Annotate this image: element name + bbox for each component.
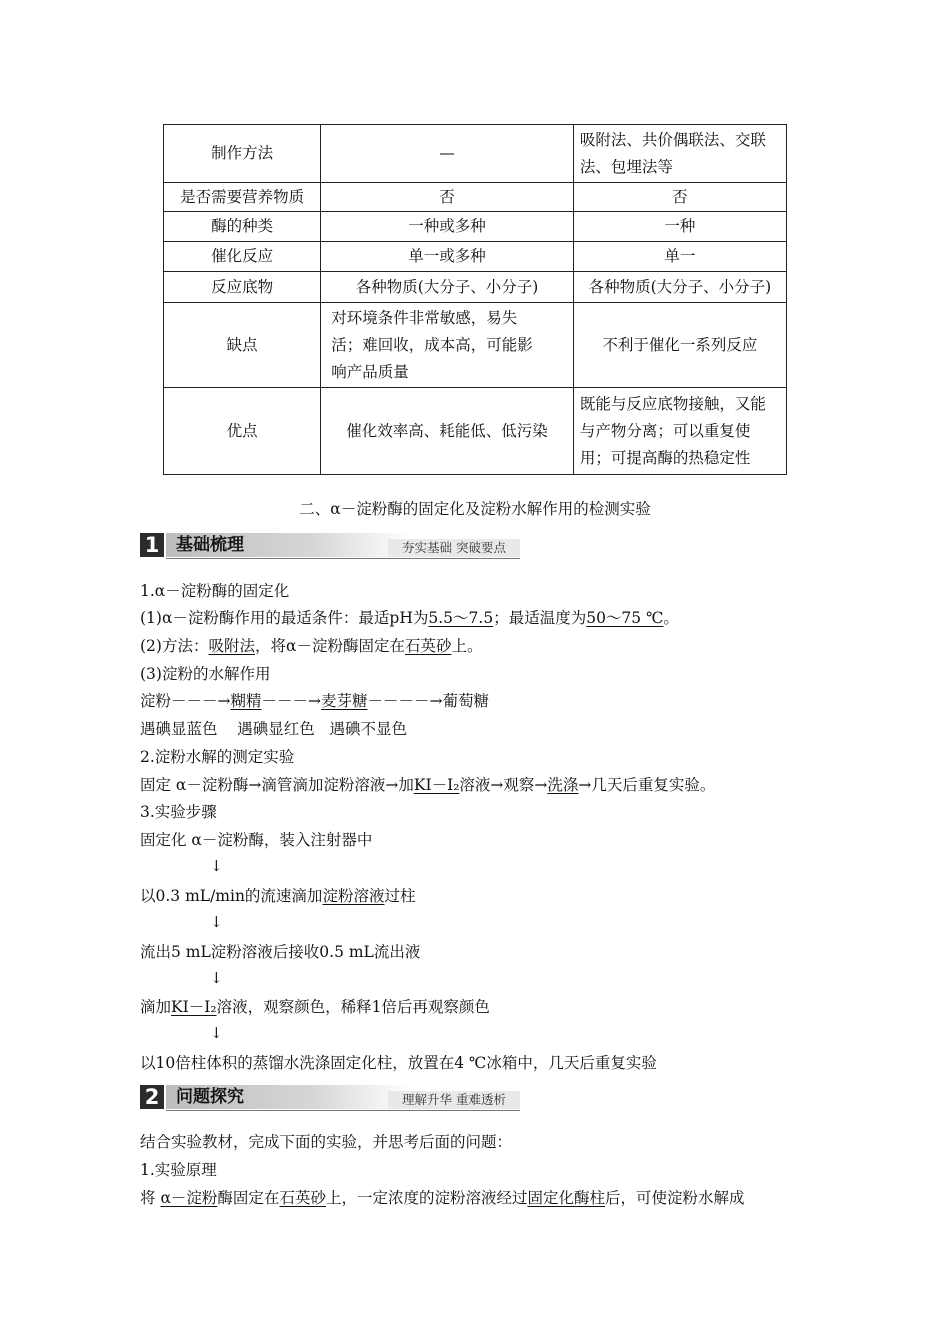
table-cell: 酶的种类 <box>164 212 321 242</box>
table-cell: 既能与反应底物接触，又能与产物分离；可以重复使用；可提高酶的热稳定性 <box>573 388 786 475</box>
banner-title: 问题探究 <box>176 1087 244 1107</box>
table-cell: — <box>321 125 574 183</box>
table-cell: 反应底物 <box>164 272 321 303</box>
banner-number: 2 <box>140 1085 164 1109</box>
section-banner-explore <box>140 1085 520 1109</box>
blank-answer: 糊精 <box>230 692 262 710</box>
paragraph-principle: 将 α－淀粉酶固定在石英砂上，一定浓度的淀粉溶液经过固定化酶柱后，可使淀粉水解成 <box>140 1189 745 1207</box>
heading-test-experiment: 2.淀粉水解的测定实验 <box>140 748 295 766</box>
down-arrow-icon: ↓ <box>210 857 223 875</box>
table-cell: 是否需要营养物质 <box>164 183 321 212</box>
banner-number: 1 <box>140 533 164 557</box>
blank-answer: 固定化酶柱 <box>527 1189 605 1207</box>
table-row <box>164 388 787 475</box>
step-4: 滴加KI－I₂溶液，观察颜色，稀释1倍后再观察颜色 <box>140 998 490 1016</box>
section-banner-basics <box>140 533 520 557</box>
blank-answer: α－淀粉 <box>160 1189 218 1207</box>
comparison-table <box>163 124 787 475</box>
banner-subtitle: 夯实基础 突破要点 <box>388 539 520 557</box>
blank-answer: 洗涤 <box>547 776 579 794</box>
section-title: 二、α－淀粉酶的固定化及淀粉水解作用的检测实验 <box>299 500 651 518</box>
blank-answer: 淀粉溶液 <box>322 887 385 905</box>
blank-answer: KI－I₂ <box>171 998 217 1016</box>
paragraph-optimal-conditions: (1)α－淀粉酶作用的最适条件：最适pH为5.5～7.5；最适温度为50～75 ℃。 <box>140 609 679 627</box>
banner-rule <box>166 1110 520 1111</box>
heading-immobilization: 1.α－淀粉酶的固定化 <box>140 582 290 600</box>
down-arrow-icon: ↓ <box>210 913 223 931</box>
table-cell: 优点 <box>164 388 321 475</box>
step-1: 固定化 α－淀粉酶，装入注射器中 <box>140 831 373 849</box>
table-cell: 单一 <box>573 242 786 272</box>
paragraph-test-flow: 固定 α－淀粉酶→滴管滴加淀粉溶液→加KI－I₂溶液→观察→洗涤→几天后重复实验。 <box>140 776 716 794</box>
hydrolysis-chain: 淀粉－－－→糊精－－－→麦芽糖－－－－→葡萄糖 <box>140 692 490 710</box>
table-row <box>164 125 787 183</box>
table-row <box>164 242 787 272</box>
table-cell: 否 <box>573 183 786 212</box>
table-cell: 不利于催化一系列反应 <box>573 303 786 388</box>
table-cell: 各种物质(大分子、小分子) <box>321 272 574 303</box>
banner-subtitle: 理解升华 重难透析 <box>388 1091 520 1109</box>
table-cell: 催化反应 <box>164 242 321 272</box>
step-2: 以0.3 mL/min的流速滴加淀粉溶液过柱 <box>140 887 416 905</box>
blank-answer: 石英砂 <box>279 1189 326 1207</box>
table-cell: 一种或多种 <box>321 212 574 242</box>
table-cell: 缺点 <box>164 303 321 388</box>
banner-title: 基础梳理 <box>176 535 244 555</box>
banner-rule <box>166 558 520 559</box>
paragraph-method: (2)方法：吸附法，将α－淀粉酶固定在石英砂上。 <box>140 637 483 655</box>
blank-answer: 麦芽糖 <box>321 692 368 710</box>
table-row <box>164 303 787 388</box>
down-arrow-icon: ↓ <box>210 1024 223 1042</box>
table-cell: 各种物质(大分子、小分子) <box>573 272 786 303</box>
paragraph-hydrolysis: (3)淀粉的水解作用 <box>140 665 271 683</box>
table-cell: 一种 <box>573 212 786 242</box>
table-row <box>164 272 787 303</box>
table-cell: 催化效率高、耗能低、低污染 <box>321 388 574 475</box>
table-cell: 对环境条件非常敏感，易失活；难回收，成本高，可能影响产品质量 <box>321 303 574 388</box>
table-cell: 否 <box>321 183 574 212</box>
blank-answer: 5.5～7.5 <box>428 609 494 627</box>
step-3: 流出5 mL淀粉溶液后接收0.5 mL流出液 <box>140 943 421 961</box>
blank-answer: 石英砂 <box>404 637 452 655</box>
heading-principle: 1.实验原理 <box>140 1161 217 1179</box>
blank-answer: 50～75 ℃ <box>586 609 664 627</box>
table-cell: 单一或多种 <box>321 242 574 272</box>
step-5: 以10倍柱体积的蒸馏水洗涤固定化柱，放置在4 ℃冰箱中，几天后重复实验 <box>140 1054 657 1072</box>
table-row <box>164 212 787 242</box>
blank-answer: 吸附法 <box>208 637 255 655</box>
heading-steps: 3.实验步骤 <box>140 803 217 821</box>
blank-answer: KI－I₂ <box>413 776 460 794</box>
iodine-colors: 遇碘显蓝色 遇碘显红色 遇碘不显色 <box>140 720 407 738</box>
table-cell: 制作方法 <box>164 125 321 183</box>
down-arrow-icon: ↓ <box>210 969 223 987</box>
explore-intro: 结合实验教材，完成下面的实验，并思考后面的问题： <box>140 1133 513 1151</box>
table-cell: 吸附法、共价偶联法、交联法、包埋法等 <box>573 125 786 183</box>
table-row <box>164 183 787 212</box>
